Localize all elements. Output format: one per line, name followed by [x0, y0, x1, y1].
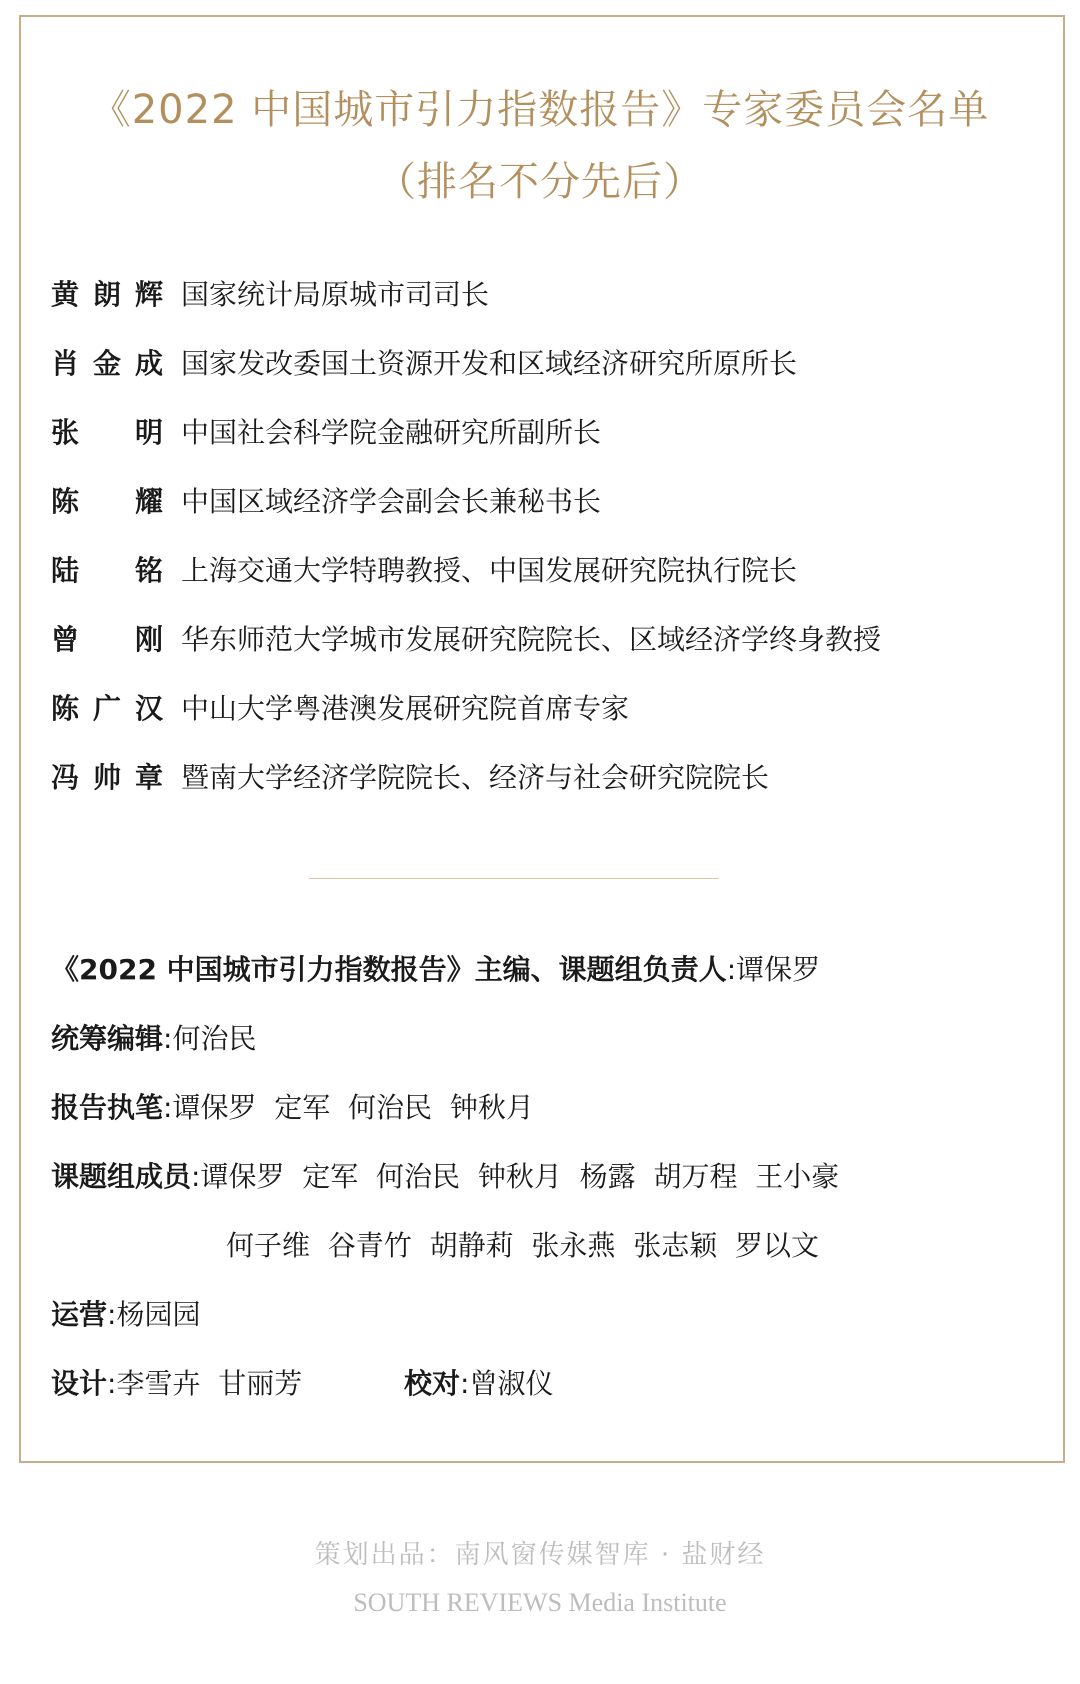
credit-label: 校对 — [404, 1367, 461, 1400]
expert-name: 肖金成 — [51, 347, 163, 380]
expert-title: 中国区域经济学会副会长兼秘书长 — [181, 485, 602, 518]
credit-value: 谭保罗 — [736, 953, 821, 986]
credit-chief: 《2022 中国城市引力指数报告》主编、课题组负责人:谭保罗 — [51, 953, 821, 986]
credit-writers: 报告执笔:谭保罗 定军 何治民 钟秋月 — [51, 1091, 534, 1124]
credit-design: 设计:李雪卉 甘丽芳 — [51, 1367, 303, 1400]
footer-producer: 策划出品：南风窗传媒智库 · 盐财经 — [314, 1540, 766, 1570]
expert-name: 陈 耀 — [51, 485, 163, 518]
expert-title: 国家发改委国土资源开发和区域经济研究所原所长 — [181, 347, 798, 380]
footer-english: SOUTH REVIEWS Media Institute — [353, 1588, 727, 1617]
page-subtitle: （排名不分先后） — [376, 159, 704, 205]
credit-value: 杨园园 — [116, 1298, 201, 1331]
credit-members-continued — [226, 1229, 819, 1263]
credit-label: 报告执笔 — [51, 1091, 164, 1124]
section-divider — [309, 878, 719, 879]
expert-row — [51, 485, 601, 519]
expert-title: 国家统计局原城市司司长 — [181, 278, 490, 311]
expert-title: 华东师范大学城市发展研究院院长、区域经济学终身教授 — [181, 623, 882, 656]
credit-label: 运营 — [51, 1298, 108, 1331]
expert-name: 陆 铭 — [51, 554, 163, 587]
expert-row — [51, 554, 797, 588]
expert-name: 陈广汉 — [51, 692, 163, 725]
expert-name: 张 明 — [51, 416, 163, 449]
credit-label: 设计 — [51, 1367, 108, 1400]
credit-members: 课题组成员:谭保罗 定军 何治民 钟秋月 杨露 胡万程 王小豪 — [51, 1160, 840, 1193]
credit-value: 李雪卉 甘丽芳 — [116, 1367, 303, 1400]
credit-value: 谭保罗 定军 何治民 钟秋月 杨露 胡万程 王小豪 — [200, 1160, 840, 1193]
credit-value: 何治民 — [172, 1022, 257, 1055]
expert-row — [51, 692, 629, 726]
credit-value: 曾淑仪 — [469, 1367, 554, 1400]
expert-title: 中国社会科学院金融研究所副所长 — [181, 416, 602, 449]
expert-title: 暨南大学经济学院院长、经济与社会研究院院长 — [181, 761, 770, 794]
credit-operations: 运营:杨园园 — [51, 1298, 201, 1331]
expert-row — [51, 278, 489, 312]
expert-row — [51, 416, 601, 450]
expert-row — [51, 623, 881, 657]
credit-value: 谭保罗 定军 何治民 钟秋月 — [172, 1091, 534, 1124]
page-title: 《2022 中国城市引力指数报告》专家委员会名单 — [90, 87, 990, 133]
expert-row — [51, 347, 797, 381]
credit-coordinator: 统筹编辑:何治民 — [51, 1022, 257, 1055]
expert-name: 曾 刚 — [51, 623, 163, 656]
credit-label: 课题组成员 — [51, 1160, 192, 1193]
credit-label: 《2022 中国城市引力指数报告》主编、课题组负责人 — [51, 953, 727, 986]
credit-label: 统筹编辑 — [51, 1022, 164, 1055]
credit-value: 何子维 谷青竹 胡静莉 张永燕 张志颖 罗以文 — [226, 1229, 820, 1262]
expert-row — [51, 761, 769, 795]
expert-name: 冯帅章 — [51, 761, 163, 794]
expert-title: 上海交通大学特聘教授、中国发展研究院执行院长 — [181, 554, 798, 587]
expert-title: 中山大学粤港澳发展研究院首席专家 — [181, 692, 630, 725]
credit-proofread: 校对:曾淑仪 — [404, 1367, 554, 1400]
expert-name: 黄朗辉 — [51, 278, 163, 311]
